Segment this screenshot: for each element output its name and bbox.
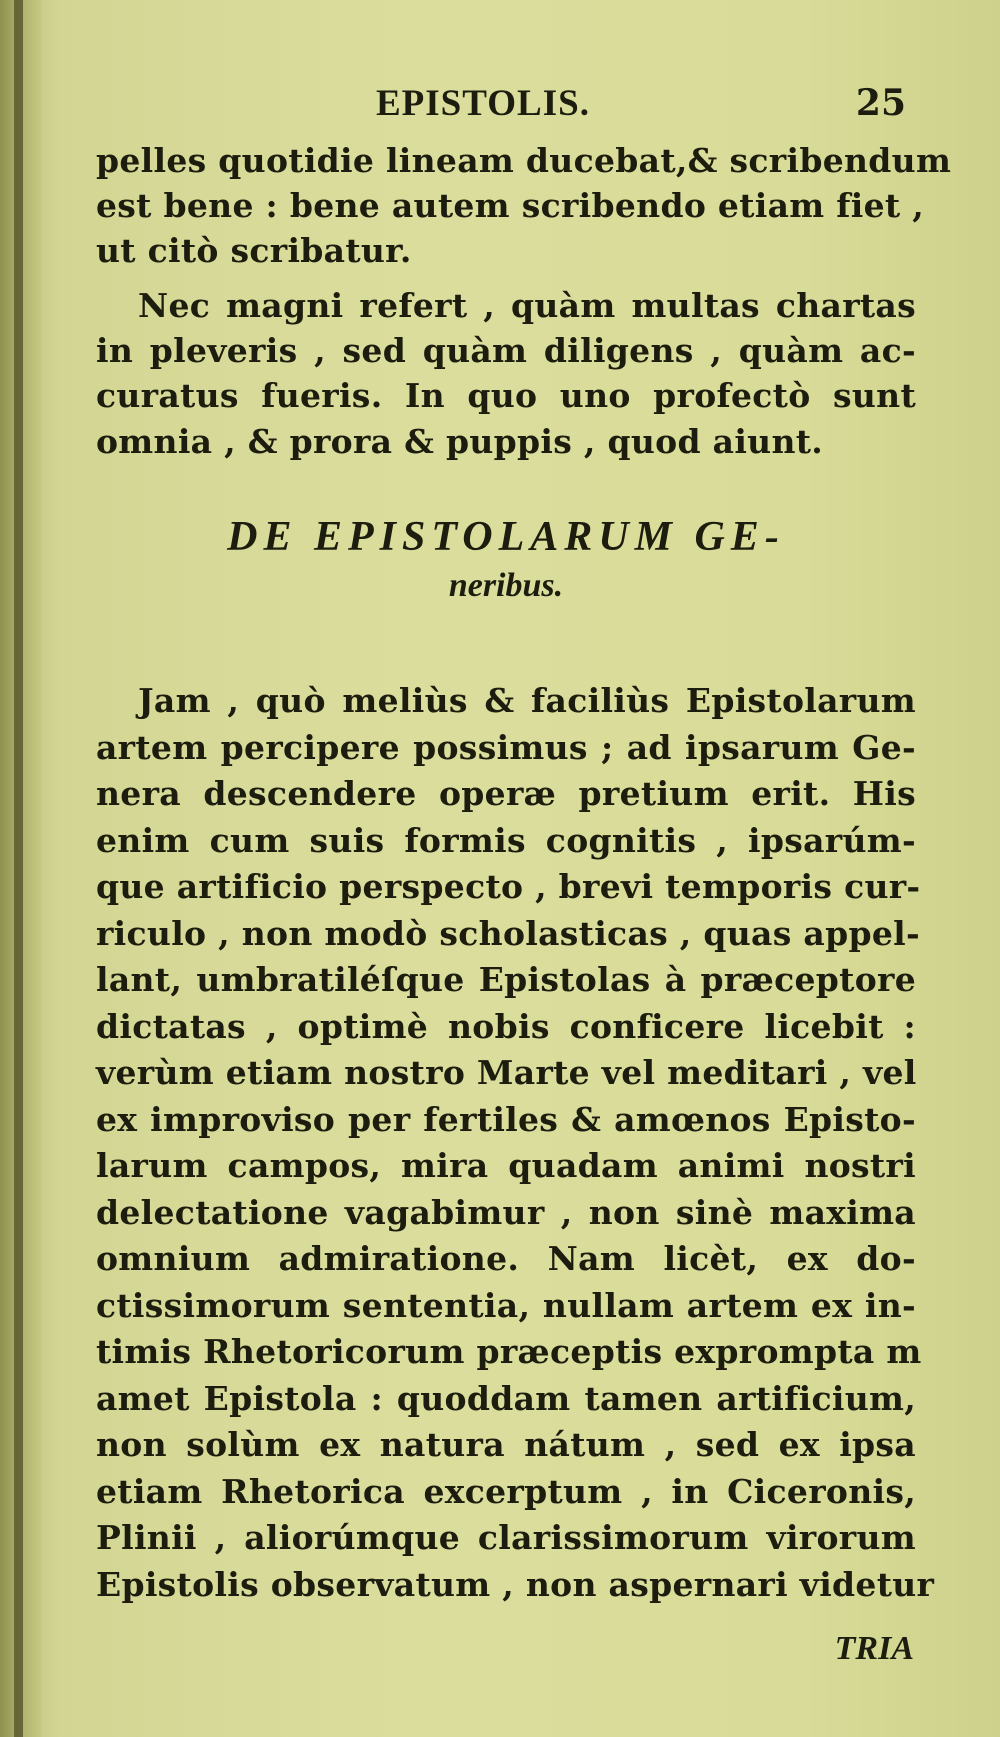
- page-number: 25: [855, 82, 906, 124]
- text-line: delectatione vagabimur , non sinè maxima: [96, 1192, 916, 1232]
- page-fold-shadow: [14, 0, 23, 1737]
- section-heading: [96, 513, 916, 605]
- text-line: ex improviso per fertiles & amœnos Episto-: [96, 1099, 916, 1139]
- catchword: TRIA: [834, 1630, 914, 1667]
- text-line: verùm etiam nostro Marte vel meditari , vel: [96, 1053, 917, 1092]
- paragraph-3: [96, 678, 935, 1608]
- paragraph-2: [96, 283, 916, 464]
- text-line: amet Epistola : quoddam tamen artificium,: [96, 1378, 916, 1418]
- text-line: curatus fueris. In quo uno profectò sunt: [96, 376, 916, 416]
- text-line: ut citò scribatur.: [96, 231, 412, 271]
- heading-line-1: DE EPISTOLARUM GE-: [227, 514, 785, 560]
- text-line: omnium admiratione. Nam licèt, ex do-: [96, 1239, 916, 1278]
- text-line: ctissimorum sententia, nullam artem ex in-: [96, 1285, 916, 1325]
- text-line: in pleveris , sed quàm diligens , quàm ac-: [96, 331, 916, 371]
- heading-line-2: neribus.: [448, 567, 564, 604]
- text-line: est bene : bene autem scribendo etiam fiet ,: [96, 186, 925, 226]
- text-line: dictatas , optimè nobis conficere licebit :: [96, 1006, 916, 1046]
- running-title: EPISTOLIS.: [376, 83, 590, 124]
- text-line: larum campos, mira quadam animi nostri: [96, 1146, 916, 1185]
- running-header: [96, 82, 916, 132]
- text-line: Nec magni refert , quàm multas chartas: [138, 286, 916, 325]
- text-line: timis Rhetoricorum præceptis exprompta m: [96, 1332, 922, 1371]
- text-line: que artificio perspecto , brevi temporis cur-: [96, 867, 921, 906]
- text-line: enim cum suis formis cognitis , ipsarúm-: [96, 820, 916, 860]
- paragraph-1: [96, 138, 952, 274]
- text-line: Epistolis observatum , non aspernari videtur: [96, 1564, 935, 1604]
- text-line: non solùm ex natura nátum , sed ex ipsa: [96, 1425, 916, 1464]
- text-line: lant, umbratiléſque Epistolas à præceptore: [96, 960, 916, 999]
- text-line: Plinii , aliorúmque clarissimorum virorum: [96, 1518, 916, 1557]
- text-line: nera descendere operæ pretium erit. His: [96, 774, 916, 813]
- text-line: etiam Rhetorica excerptum , in Ciceronis,: [96, 1471, 916, 1511]
- text-line: omnia , & prora & puppis , quod aiunt.: [96, 421, 824, 461]
- text-line: pelles quotidie lineam ducebat,& scribendum: [96, 141, 952, 180]
- text-line: Jam , quò meliùs & faciliùs Epistolarum: [138, 681, 916, 720]
- text-line: riculo , non modò scholasticas , quas appel-: [96, 913, 920, 953]
- text-line: artem percipere possimus ; ad ipsarum Ge-: [96, 727, 916, 767]
